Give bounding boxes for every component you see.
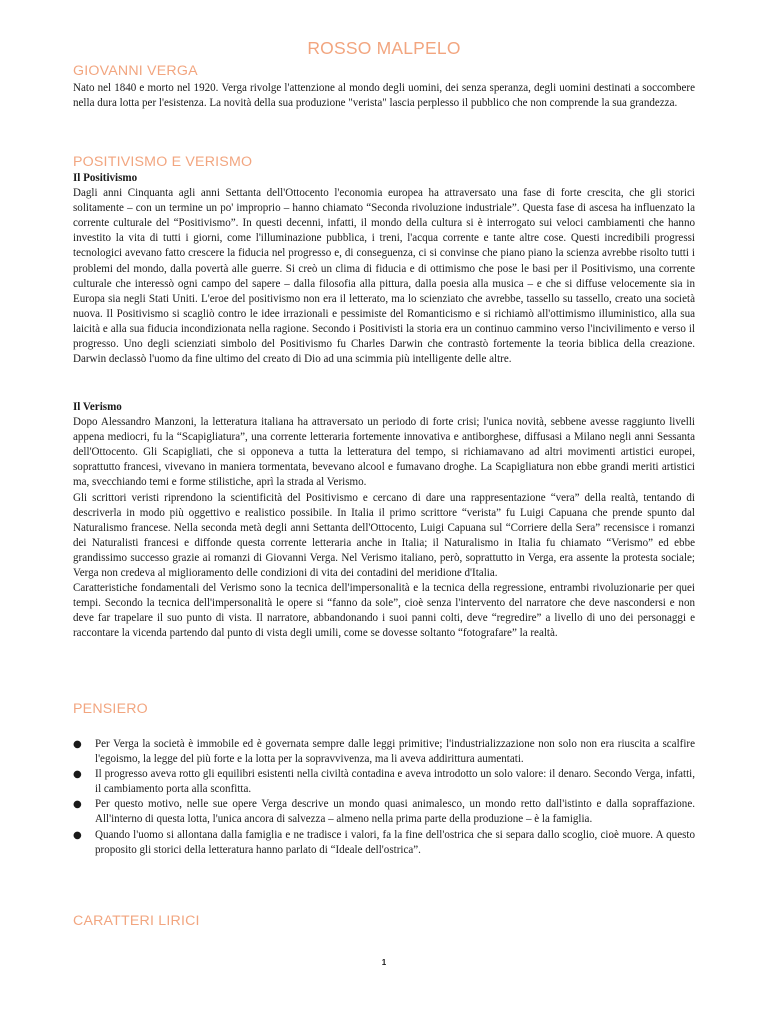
bullet-icon: ● [73,799,82,811]
heading-caratteri-lirici: CARATTERI LIRICI [73,913,200,929]
list-item [73,767,695,797]
bullet-icon: ● [73,829,82,841]
subheading-verismo: Il Verismo [73,401,122,413]
verismo-paragraph-3: Caratteristiche fondamentali del Verismo sono la tecnica dell'impersonalità e la tecnica della regressione, entrambi rivoluzionarie per quei tempi. Secondo la tecnica dell'impersonalità le opere si “fanno da sole”, cioè senza l'intervento del narratore che deve nascondersi e non deve far trapelare il suo punto di vista. Il narratore, abbandonando i suoi panni colti, deve “regredire” a livello di uno dei personaggi e raccontare la vicenda partendo dal punto di vista degli umili, come se dovesse soltanto “fotografare” la realtà. [73,582,695,640]
verismo-paragraph-2: Gli scrittori veristi riprendono la scientificità del Positivismo e cercano di dare una rappresentazione “vera” della realtà, tentando di descriverla in modo più oggettivo e realistico possibile. In Italia il primo scrittore “verista” fu Luigi Capuana che prende spunto dal Naturalismo francese. Nella seconda metà degli anni Settanta dell'Ottocento, Luigi Capuana sul “Corriere della Sera” recensisce i romanzi dei Naturalisti francesi e diffonde questa corrente letteraria anche in Italia; il Naturalismo in Italia fu chiamato “Verismo” ed ebbe grandissimo successo grazie ai romanzi di Giovanni Verga. Nel Verismo italiano, però, soprattutto in Verga, era assente la protesta sociale; Verga non credeva al miglioramento delle condizioni di vita dei contadini del meridione d'Italia. [73,491,695,580]
list-item-text: Per questo motivo, nelle sue opere Verga descrive un mondo quasi animalesco, un mondo retto dall'istinto e dalla sopraffazione. All'interno di questa lotta, l'unica ancora di salvezza – almeno nella prima parte della produzione – è la famiglia. [95,798,695,826]
heading-positivismo-verismo: POSITIVISMO E VERISMO [73,154,253,170]
positivismo-paragraph: Dagli anni Cinquanta agli anni Settanta dell'Ottocento l'economia europea ha attraversato una fase di forte crescita, che gli storici solitamente – con un termine un po' improprio – hanno chiamato “Seconda rivoluzione industriale”. Questa fase di ascesa ha influenzato la corrente culturale del “Positivismo”. In questi decenni, infatti, il mondo della cultura si è interrogato sui veloci cambiamenti che hanno investito la vita di tutti i giorni, come l'illuminazione pubblica, i treni, l'acqua corrente e tante altre cose. Questi incredibili progressi tecnologici avevano fatto crescere la fiducia nel progresso e, di conseguenza, ci si convinse che piano piano la scienza avrebbe risolto tutti i problemi del mondo, dalla povertà alle guerre. Si creò un clima di fiducia e di ottimismo che pose le basi per il Positivismo, una corrente culturale che interessò ogni campo del sapere – dalla filosofia alla pittura, dalla poesia alla musica – e che si diffuse velocemente sia in Europa sia negli Stati Uniti. L'eroe del positivismo non era il letterato, ma lo scienziato che avrebbe, tassello su tassello, creato una società nuova. Il Positivismo si scagliò contro le idee irrazionali e pessimiste del Romanticismo e si richiamò all'ottimismo illuministico, alla sua laicità e alla sua fiducia incondizionata nella ragione. Secondo i Positivisti la storia era un continuo cammino verso l'incivilimento e verso il progresso. Uno degli scienziati simbolo del Positivismo fu Charles Darwin che contrastò fortemente la teoria biblica della creazione. Darwin declassò l'uomo da fine ultimo del creato di Dio ad una scimmia più intelligente delle altre. [73,187,695,366]
page-number: 1 [381,958,387,967]
heading-pensiero: PENSIERO [73,701,148,717]
list-item [73,828,695,858]
positivismo-block [73,171,695,367]
verga-paragraph [73,81,695,111]
list-item [73,737,695,767]
bullet-icon: ● [73,769,82,781]
verismo-paragraph-1: Dopo Alessandro Manzoni, la letteratura italiana ha attraversato un periodo di forte crisi; l'unica novità, sebbene avesse raggiunto livelli appena mediocri, fu la “Scapigliatura”, una corrente letteraria fortemente innovativa e antiborghese, diffusasi a Milano negli anni Sessanta dell'Ottocento. Gli Scapigliati, che si opponeva a tutta la letteratura del tempo, si richiamavano ad altri movimenti artistici europei, soprattutto francesi, vivevano in maniera tormentata, bevevano alcool e fumavano droghe. La Scapigliatura non ebbe grandi meriti artistici ma, svecchiando temi e forme stilistiche, aprì la strada al Verismo. [73,416,695,489]
document-title: ROSSO MALPELO [307,38,461,58]
bullet-icon: ● [73,739,82,750]
list-item-text: Il progresso aveva rotto gli equilibri esistenti nella civiltà contadina e aveva introdotto un solo valore: il denaro. Secondo Verga, infatti, il cambiamento porta alla sconfitta. [95,768,695,796]
verga-text: Nato nel 1840 e morto nel 1920. Verga rivolge l'attenzione al mondo degli uomini, dei senza speranza, degli uomini destinati a soccombere nella dura lotta per l'esistenza. La novità della sua produzione "verista" lascia perplesso il pubblico che non comprende la sua grandezza. [73,82,695,110]
list-item-text: Quando l'uomo si allontana dalla famiglia e ne tradisce i valori, fa la fine dell'ostrica che si separa dallo scoglio, cioè muore. A questo proposito gli storici della letteratura hanno parlato di “Ideale dell'ostrica”. [95,828,695,856]
subheading-positivismo: Il Positivismo [73,172,138,184]
pensiero-list [73,737,695,858]
heading-giovanni-verga: GIOVANNI VERGA [73,63,198,79]
list-item [73,797,695,827]
verismo-block [73,400,695,642]
list-item-text: Per Verga la società è immobile ed è governata sempre dalle leggi primitive; l'industrializzazione non solo non era riuscita a scalfire l'egoismo, la legge del più forte e la lotta per la sopravvivenza, ma li aveva addirittura aumentati. [95,738,695,766]
